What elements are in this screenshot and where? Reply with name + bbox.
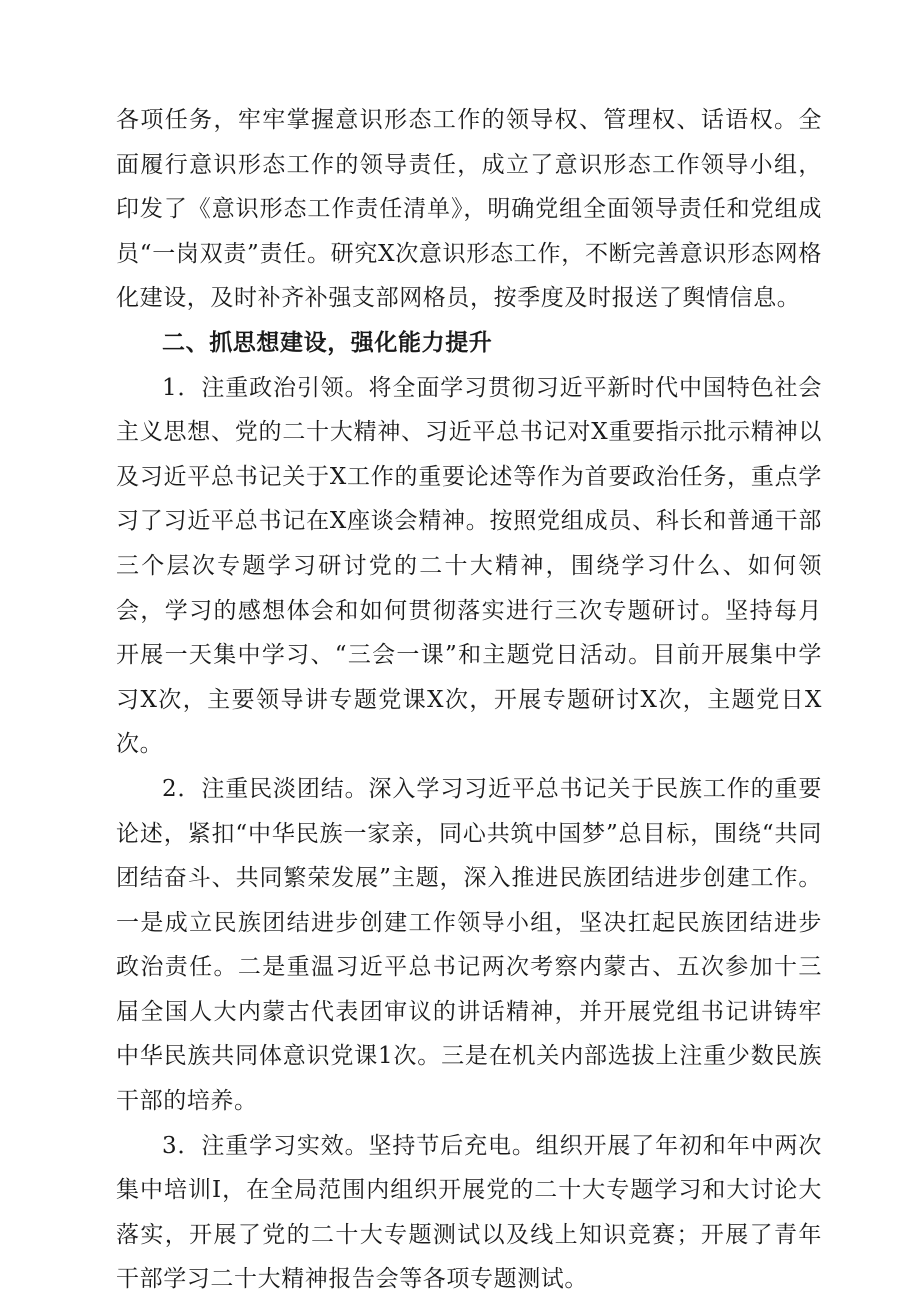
document-body [116, 98, 822, 1302]
section-heading-two: 二、抓思想建设，强化能力提升 [162, 329, 493, 356]
paragraph-study-effectiveness: 3．注重学习实效。坚持节后充电。组织开展了年初和年中两次集中培训I，在全局范围内组织开展党的二十大专题学习和大讨论大落实，开展了党的二十大专题测试以及线上知识竞赛；开展了青年干部学习二十大精神报告会等各项专题测试。 [116, 1132, 822, 1293]
paragraph-ethnic-unity: 2．注重民淡团结。深入学习习近平总书记关于民族工作的重要论述，紧扣“中华民族一家亲，同心共筑中国梦”总目标，围绕“共同团结奋斗、共同繁荣发展”主题，深入推进民族团结进步创建工作。一是成立民族团结进步创建工作领导小组，坚决扛起民族团结进步政治责任。二是重温习近平总书记两次考察内蒙古、五次参加十三届全国人大内蒙古代表团审议的讲话精神，并开展党组书记讲铸牢中华民族共同体意识党课1次。三是在机关内部选拔上注重少数民族干部的培养。 [116, 775, 822, 1115]
paragraph-political-guidance: 1．注重政治引领。将全面学习贯彻习近平新时代中国特色社会主义思想、党的二十大精神、习近平总书记对X重要指示批示精神以及习近平总书记关于X工作的重要论述等作为首要政治任务，重点学习了习近平总书记在X座谈会精神。按照党组成员、科长和普通干部三个层次专题学习研讨党的二十大精神，围绕学习什么、如何领会，学习的感想体会和如何贯彻落实进行三次专题研讨。坚持每月开展一天集中学习、“三会一课”和主题党日活动。目前开展集中学习X次，主要领导讲专题党课X次，开展专题研讨X次，主题党日X次。 [116, 374, 822, 758]
paragraph-ideology-work: 各项任务，牢牢掌握意识形态工作的领导权、管理权、话语权。全面履行意识形态工作的领导责任，成立了意识形态工作领导小组，印发了《意识形态工作责任清单》，明确党组全面领导责任和党组成员“一岗双责”责任。研究X次意识形态工作，不断完善意识形态网格化建设，及时补齐补强支部网格员，按季度及时报送了舆情信息。 [116, 107, 822, 312]
